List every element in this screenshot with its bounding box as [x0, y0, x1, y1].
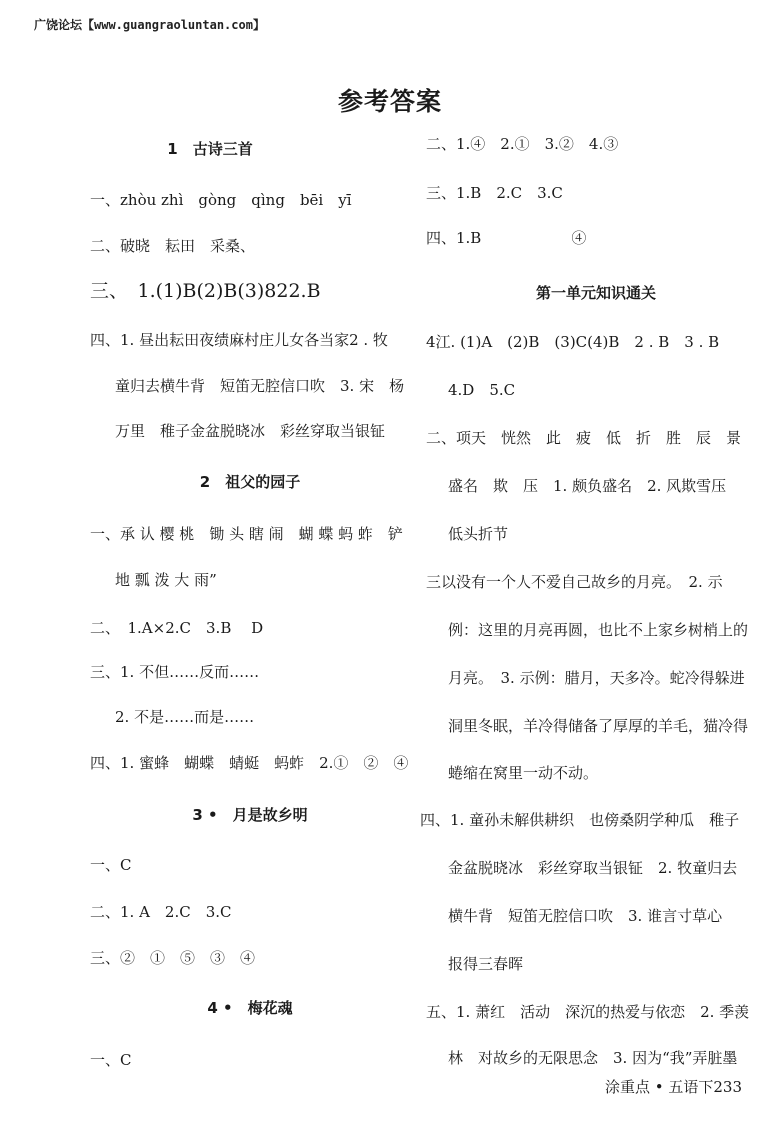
r-line-2: 三、1.B 2.C 3.C: [426, 184, 563, 202]
u-line-14: 报得三春晖: [448, 955, 524, 973]
s4-line-1: 一、C: [90, 1051, 132, 1069]
s1-line-5: 童归去横牛背 短笛无腔信口吹 3. 宋 杨: [115, 377, 405, 395]
r-line-1: 二、1.④ 2.① 3.② 4.③: [426, 135, 619, 153]
u-line-2: 4.D 5.C: [448, 381, 516, 399]
u-line-1: 4江. (1)A (2)B (3)C(4)B 2 . B 3 . B: [426, 333, 720, 351]
s1-line-1: 一、zhòu zhì gòng qìng bēi yī: [90, 191, 352, 209]
u-line-16: 林 对故乡的无限思念 3. 因为“我”弄脏墨: [448, 1049, 738, 1067]
page-title: 参考答案: [337, 87, 442, 116]
s2-line-3: 二、 1.A×2.C 3.B D: [90, 619, 264, 637]
section-3-heading: 3 • 月是故乡明: [192, 806, 308, 824]
u-line-15: 五、1. 萧红 活动 深沉的热爱与依恋 2. 季羡: [426, 1003, 750, 1021]
s2-line-4: 三、1. 不但……反而……: [90, 663, 260, 681]
s2-line-6: 四、1. 蜜蜂 蝴蝶 蜻蜓 蚂蚱 2.① ② ④: [90, 754, 409, 772]
u-line-13: 横牛背 短笛无腔信口吹 3. 谁言寸草心: [448, 907, 723, 925]
u-line-4: 盛名 欺 压 1. 颇负盛名 2. 风欺雪压: [448, 477, 727, 495]
page-footer: 涂重点 • 五语下233: [605, 1078, 743, 1096]
s2-line-5: 2. 不是……而是……: [115, 708, 255, 726]
u-line-10: 蜷缩在窝里一动不动。: [448, 764, 599, 782]
r-line-3: 四、1.B ④: [426, 229, 587, 247]
section-4-heading: 4 • 梅花魂: [207, 999, 293, 1017]
s1-line-2: 二、破晓 耘田 采桑、: [90, 237, 256, 255]
s2-line-2: 地 瓢 泼 大 雨”: [115, 571, 217, 589]
unit-heading: 第一单元知识通关: [535, 284, 656, 302]
s3-line-1: 一、C: [90, 856, 132, 874]
s2-line-1: 一、承 认 樱 桃 锄 头 瞎 闹 蝴 蝶 蚂 蚱 铲: [90, 525, 403, 543]
section-2-heading: 2 祖父的园子: [199, 473, 301, 491]
u-line-7: 例：这里的月亮再圆，也比不上家乡树梢上的: [448, 621, 749, 639]
u-line-6: 三以没有一个人不爱自己故乡的月亮。 2. 示: [426, 573, 723, 591]
section-1-heading: 1 古诗三首: [167, 140, 253, 158]
u-line-11: 四、1. 童孙未解供耕织 也傍桑阴学种瓜 稚子: [420, 811, 740, 829]
s1-line-6: 万里 稚子金盆脱晓冰 彩丝穿取当银钲: [115, 422, 386, 440]
u-line-5: 低头折节: [448, 525, 509, 543]
watermark: 广饶论坛【www.guangraoluntan.com】: [34, 18, 265, 32]
s3-line-2: 二、1. A 2.C 3.C: [90, 903, 232, 921]
s1-line-3: 三、 1.(1)B(2)B(3)822.B: [90, 280, 321, 302]
s1-line-4: 四、1. 昼出耘田夜绩麻村庄儿女各当家2 . 牧: [90, 331, 388, 349]
s3-line-3: 三、② ① ⑤ ③ ④: [90, 949, 256, 967]
u-line-3: 二、项天 恍然 此 疲 低 折 胜 辰 景: [426, 429, 742, 447]
u-line-12: 金盆脱晓冰 彩丝穿取当银钲 2. 牧童归去: [448, 859, 738, 877]
u-line-8: 月亮。 3. 示例：腊月，天多冷。蛇冷得躲进: [448, 669, 745, 687]
u-line-9: 洞里冬眠，羊冷得储备了厚厚的羊毛，猫冷得: [448, 717, 749, 735]
